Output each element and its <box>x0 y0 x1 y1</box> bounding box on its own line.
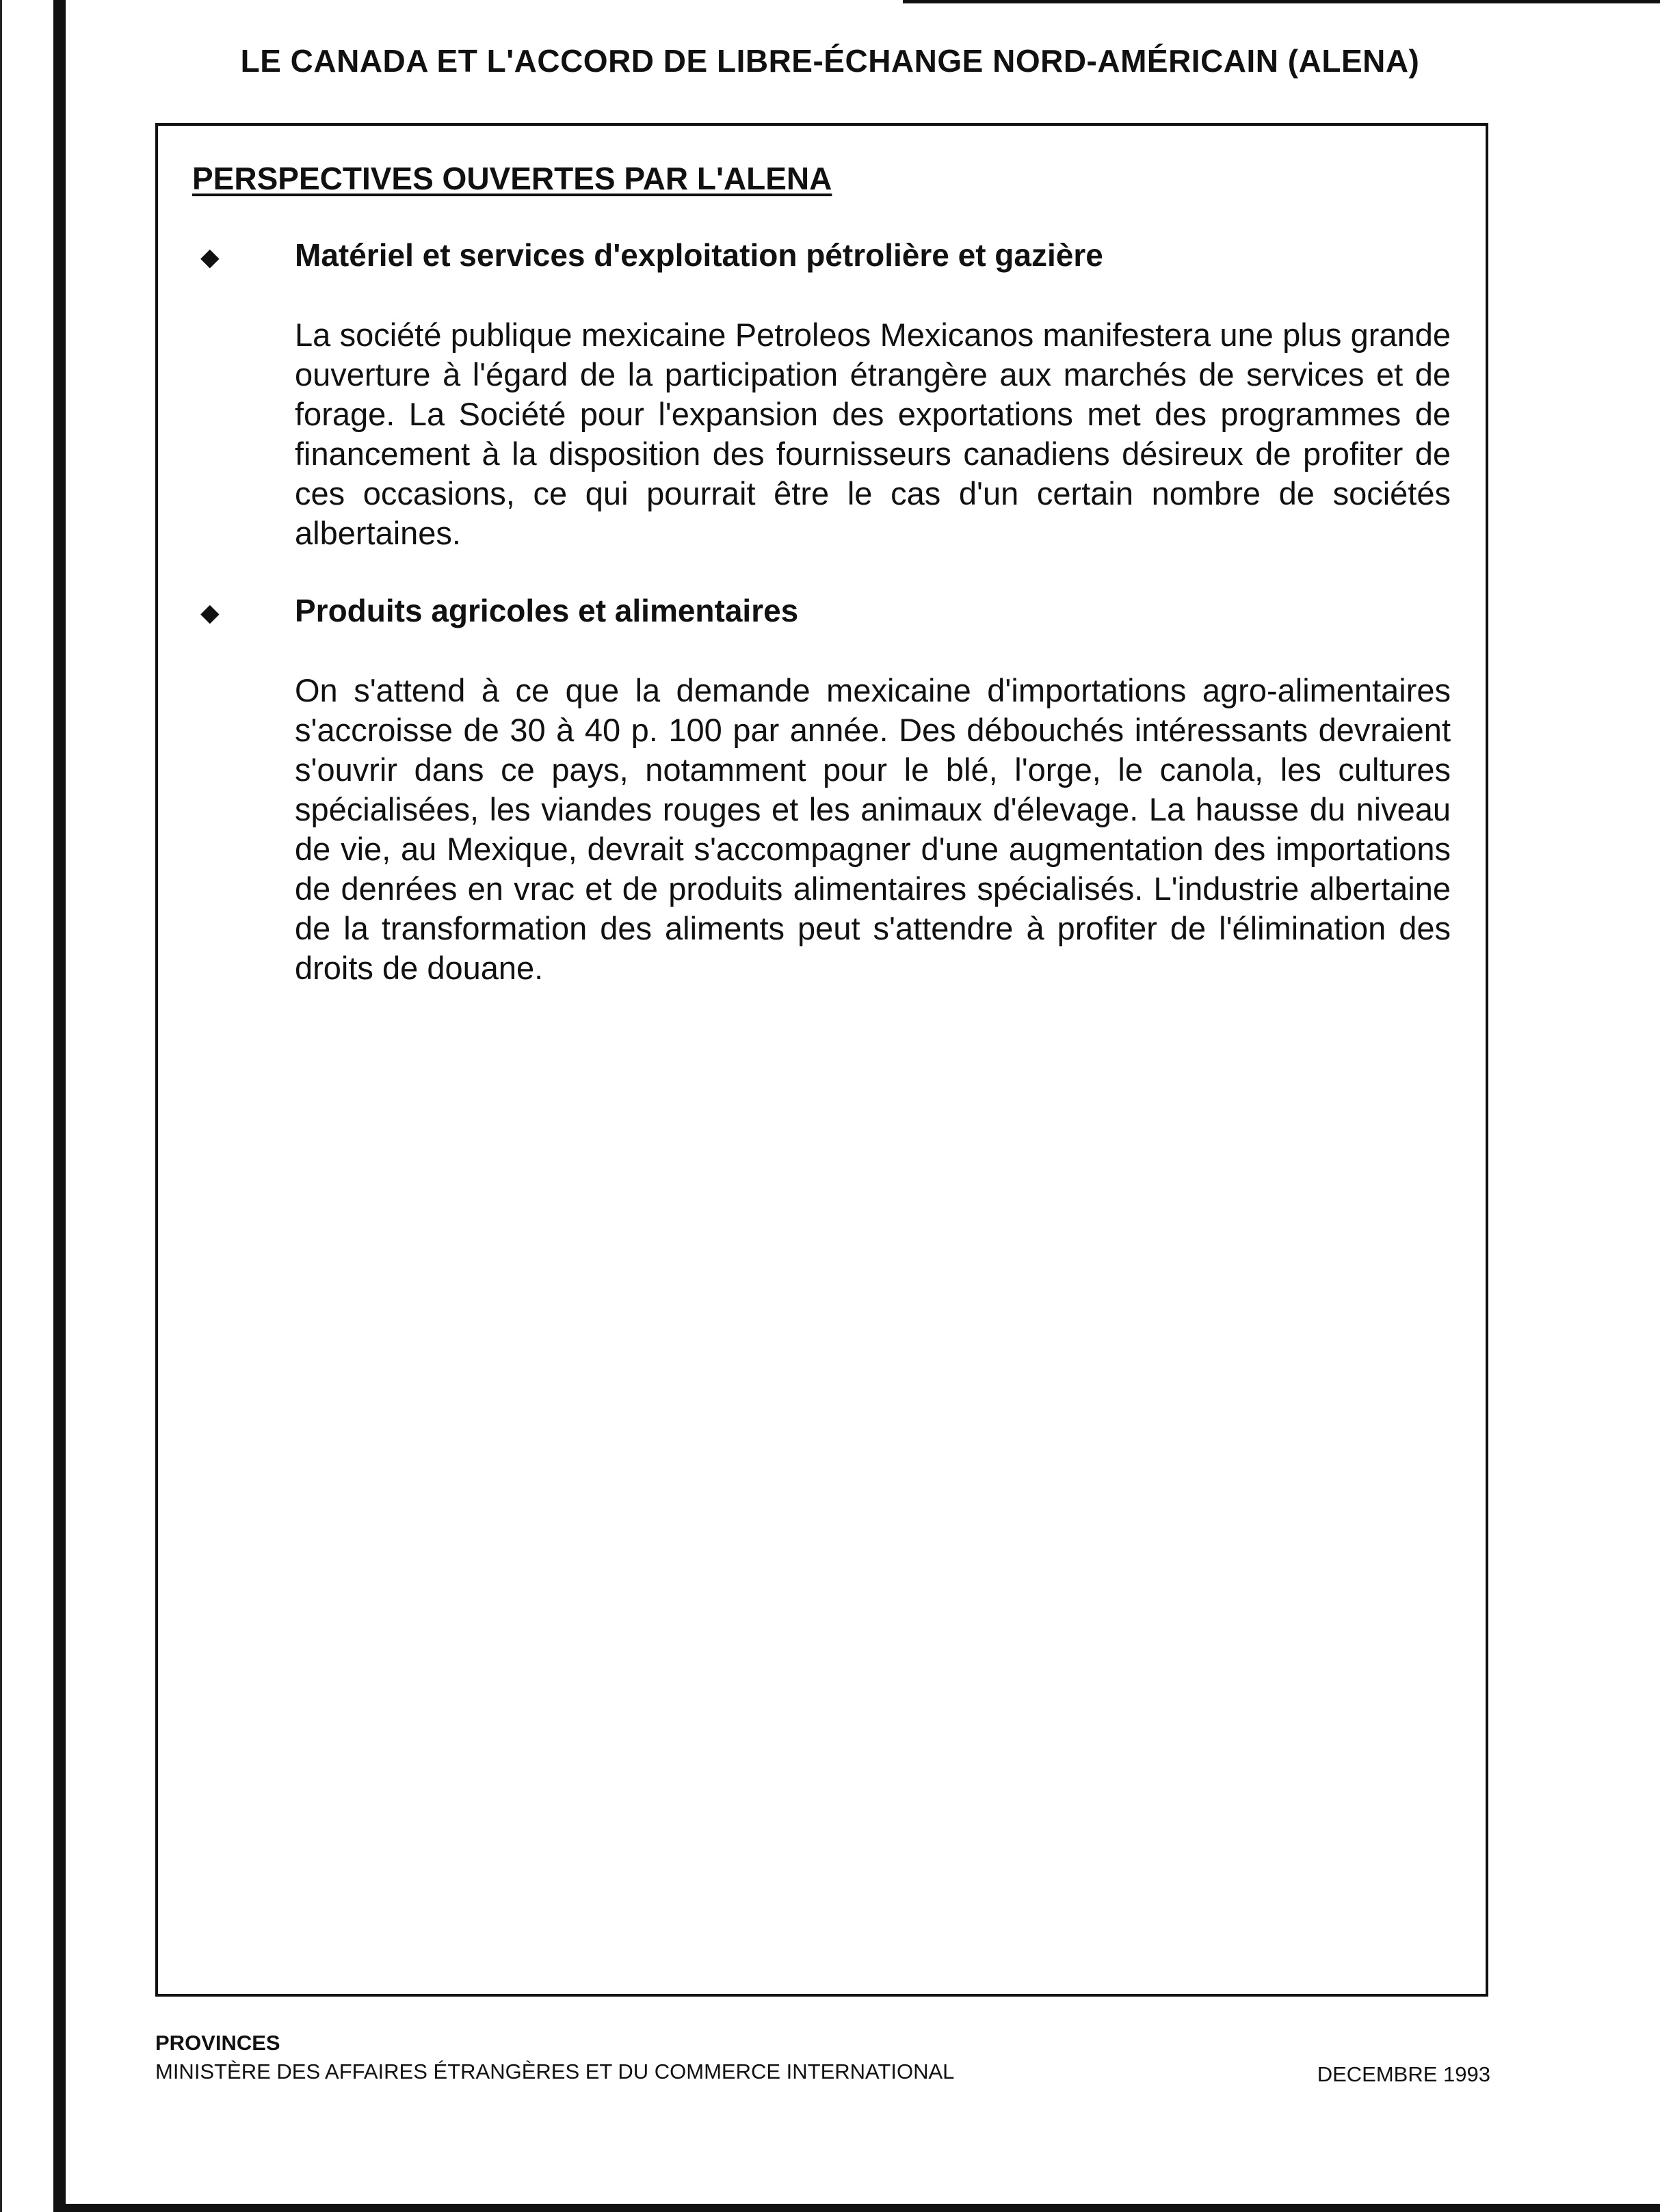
scan-edge-left <box>53 0 66 2212</box>
content-box <box>155 123 1488 1997</box>
footer-provinces: PROVINCES <box>155 2031 280 2055</box>
bullet-body-1: La société publique mexicaine Petroleos Mexicanos manifestera une plus grande ouverture à l'égard de la participation étrangère aux marchés de services et de forage. La Société pour l'expansion des exportations met des programmes de financement à la disposition des fournisseurs canadiens désireux de profiter de ces occasions, ce qui pourrait être le cas d'un certain nombre de sociétés albertaines. <box>295 317 1451 551</box>
diamond-icon: ◆ <box>200 598 220 626</box>
diamond-icon: ◆ <box>200 243 220 271</box>
bullet-title-1: Matériel et services d'exploitation pétrolière et gazière <box>295 237 1103 273</box>
scan-edge-top <box>903 0 1660 3</box>
section-heading: PERSPECTIVES OUVERTES PAR L'ALENA <box>192 161 832 196</box>
page-title: LE CANADA ET L'ACCORD DE LIBRE-ÉCHANGE NORD-AMÉRICAIN (ALENA) <box>240 43 1420 79</box>
bullet-title-2: Produits agricoles et alimentaires <box>295 593 799 628</box>
scan-edge-left-thin <box>0 0 2 2212</box>
scan-edge-bottom <box>62 2204 1660 2212</box>
footer-date: DECEMBRE 1993 <box>1317 2062 1490 2086</box>
bullet-body-2: On s'attend à ce que la demande mexicaine d'importations agro-alimentaires s'accroisse de 30 à 40 p. 100 par année. Des débouchés intéressants devraient s'ouvrir dans ce pays, notamment pour le blé, l'orge, le canola, les cultures spécialisées, les viandes rouges et les animaux d'élevage. La hausse du niveau de vie, au Mexique, devrait s'accompagner d'une augmentation des importations de denrées en vrac et de produits alimentaires spécialisés. L'industrie albertaine de la transformation des aliments peut s'attendre à profiter de l'élimination des droits de douane. <box>295 672 1451 986</box>
footer-ministry: MINISTÈRE DES AFFAIRES ÉTRANGÈRES ET DU COMMERCE INTERNATIONAL <box>155 2060 955 2083</box>
